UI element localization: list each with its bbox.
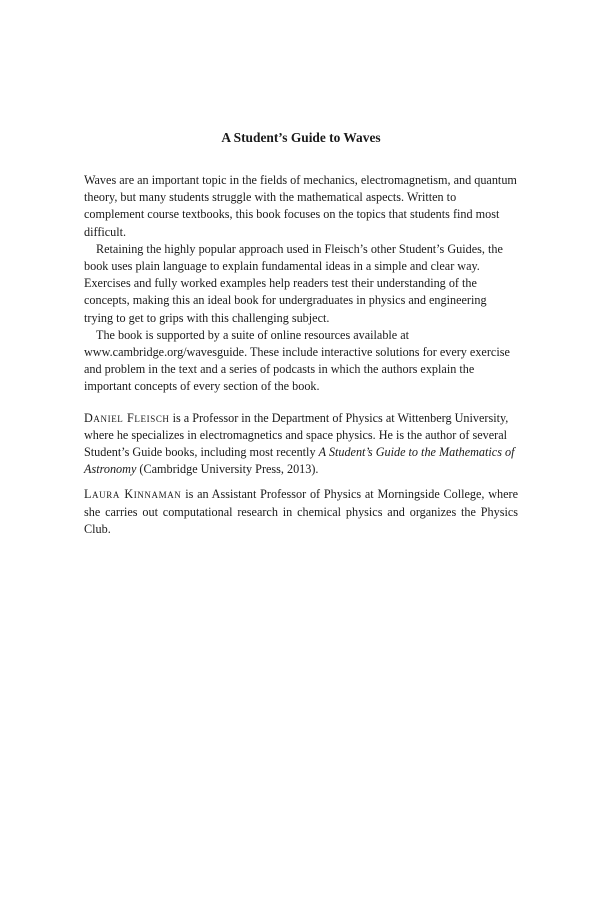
description-paragraph-1: Waves are an important topic in the fields of mechanics, electromagnetism, and quantum theory, but many students struggle with the mathematical aspects. Written to complement course textbooks, this book focuses on the topics that students find most difficult. [84, 173, 517, 239]
author-bio-fleisch-text: is a Professor in the Department of Physics at Wittenberg University, where he specializes in electromagnetics and space physics. He is the author of several Student’s Guide books, including most recently [84, 410, 509, 460]
section-gap [84, 396, 518, 410]
page-title: A Student’s Guide to Waves [221, 130, 381, 145]
description-paragraph-3: The book is supported by a suite of online resources available at www.cambridge.org/wavesguide. These include interactive solutions for every exercise and problem in the text and a series of podcasts in which the authors explain the important concepts of every section of the book. [84, 327, 510, 394]
book-title: A Student’s Guide to the Mathematics of Astronomy [84, 445, 515, 477]
page-content [84, 128, 518, 546]
author-bio-kinnaman [84, 486, 518, 538]
author-bio-kinnaman-text: is an Assistant Professor of Physics at Morningside College, where she carries out computational research in chemical physics and organizes the Physics Club. [84, 487, 518, 536]
author-name-kinnaman: Laura Kinnaman [84, 487, 182, 502]
author-bio-fleisch [84, 410, 518, 479]
description-paragraph-2: Retaining the highly popular approach used in Fleisch’s other Student’s Guides, the book uses plain language to explain fundamental ideas in a simple and clear way. Exercises and fully worked examples help readers test their understanding of the concepts, making this an ideal book for undergraduates in physics and engineering trying to get to grips with this challenging subject. [84, 241, 503, 325]
author-name-fleisch: Daniel Fleisch [84, 410, 170, 425]
author-bio-fleisch-publisher: (Cambridge University Press, 2013). [136, 462, 319, 477]
